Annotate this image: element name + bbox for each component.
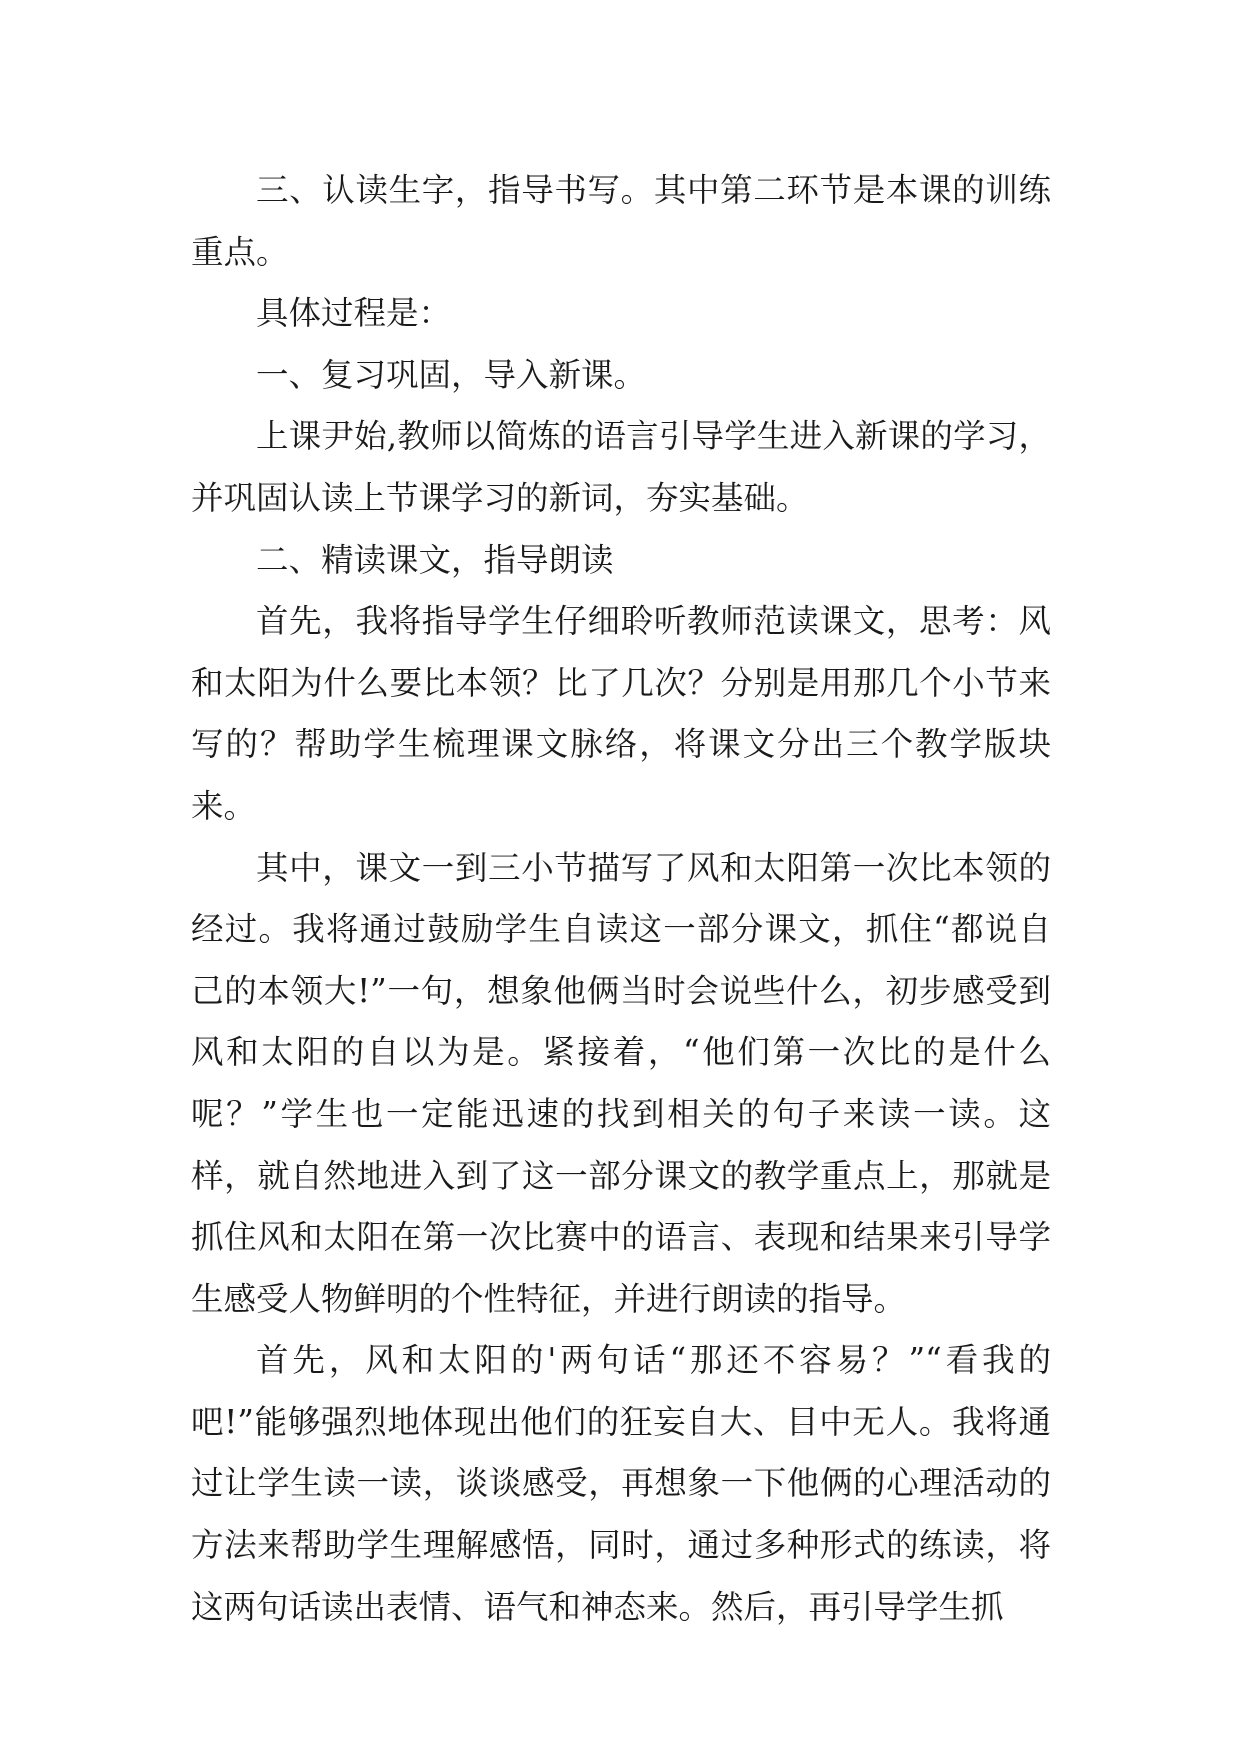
paragraph-5: 二、精读课文，指导朗读	[256, 540, 614, 579]
paragraph-2: 具体过程是：	[256, 294, 452, 333]
paragraph-8: 首先，风和太阳的'两句话“那还不容易？”“看我的吧!”能够强烈地体现出他们的狂妄自大、目中无人。我将通过让学生读一读，谈谈感受，再想象一下他俩的心理活动的方法来帮助学生理解感悟，同时，通过多种形式的练读，将这两句话读出表情、语气和神态来。然后，再引导学生抓	[191, 1341, 1051, 1626]
paragraph-6: 首先，我将指导学生仔细聆听教师范读课文，思考：风和太阳为什么要比本领？比了几次？分别是用那几个小节来写的？帮助学生梳理课文脉络，将课文分出三个教学版块来。	[191, 602, 1051, 825]
paragraph-3: 一、复习巩固，导入新课。	[256, 355, 647, 394]
document-body	[191, 160, 1051, 1638]
paragraph-4: 上课尹始,教师以简炼的语言引导学生进入新课的学习，并巩固认读上节课学习的新词，夯实基础。	[191, 417, 1051, 517]
paragraph-7: 其中，课文一到三小节描写了风和太阳第一次比本领的经过。我将通过鼓励学生自读这一部分课文，抓住“都说自己的本领大!”一句，想象他俩当时会说些什么，初步感受到风和太阳的自以为是。紧接着，“他们第一次比的是什么呢？”学生也一定能迅速的找到相关的句子来读一读。这样，就自然地进入到了这一部分课文的教学重点上，那就是抓住风和太阳在第一次比赛中的语言、表现和结果来引导学生感受人物鲜明的个性特征，并进行朗读的指导。	[191, 848, 1051, 1318]
paragraph-1: 三、认读生字，指导书写。其中第二环节是本课的训练重点。	[191, 171, 1051, 271]
